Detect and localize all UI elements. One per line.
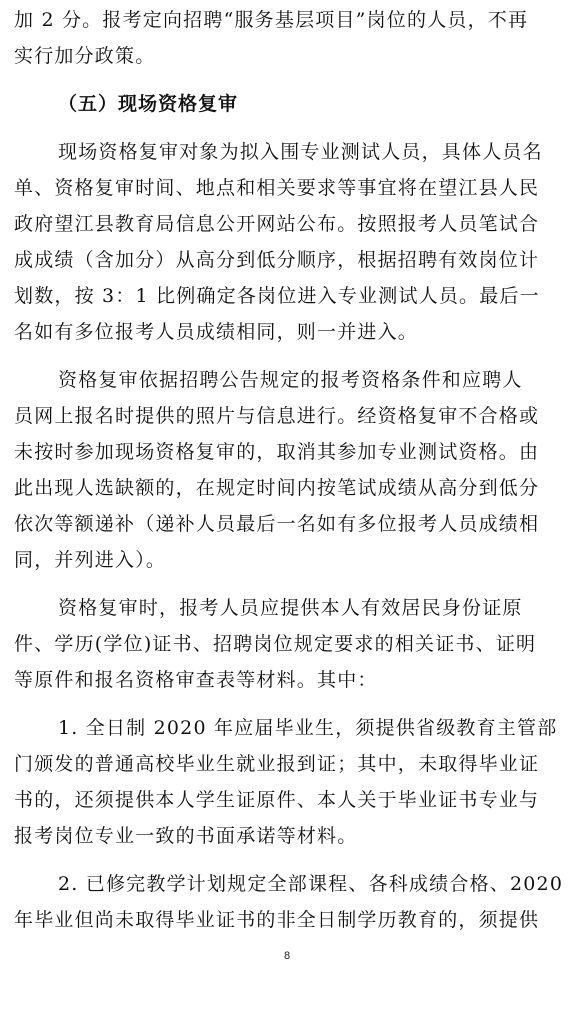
list-item-line: 1. 全日制 2020 年应届毕业生，须提供省级教育主管部	[58, 717, 558, 739]
list-item-line: 年毕业但尚未取得毕业证书的非全日制学历教育的，须提供	[14, 909, 540, 931]
paragraph-line: 名如有多位报考人员成绩相同，则一并进入。	[14, 321, 419, 343]
paragraph-line: 政府望江县教育局信息公开网站公布。按照报考人员笔试合	[14, 213, 540, 235]
paragraph-line: 现场资格复审对象为拟入围专业测试人员，具体人员名	[58, 141, 543, 163]
list-item-line: 书的，还须提供本人学生证原件、本人关于毕业证书专业与	[14, 789, 540, 811]
paragraph-line: 同，并列进入）。	[14, 549, 167, 571]
paragraph-line: 资格复审依据招聘公告规定的报考资格条件和应聘人	[58, 369, 523, 391]
list-item-line: 2. 已修完教学计划规定全部课程、各科成绩合格、2020	[58, 873, 564, 895]
list-item-line: 门颁发的普通高校毕业生就业报到证；其中，未取得毕业证	[14, 753, 540, 775]
paragraph-line: 划数，按 3：1 比例确定各岗位进入专业测试人员。最后一	[14, 285, 540, 307]
paragraph-line: 成成绩（含加分）从高分到低分顺序，根据招聘有效岗位计	[14, 249, 540, 271]
paragraph-line: 加 2 分。报考定向招聘“服务基层项目”岗位的人员，不再	[14, 9, 529, 31]
paragraph-line: 件、学历(学位)证书、招聘岗位规定要求的相关证书、证明	[14, 633, 537, 655]
paragraph-line: 资格复审时，报考人员应提供本人有效居民身份证原	[58, 597, 523, 619]
paragraph-line: 实行加分政策。	[14, 45, 156, 67]
paragraph-line: 等原件和报名资格审查表等材料。其中：	[14, 669, 378, 691]
list-item-line: 报考岗位专业一致的书面承诺等材料。	[14, 825, 358, 847]
paragraph-line: 依次等额递补（递补人员最后一名如有多位报考人员成绩相	[14, 513, 540, 535]
section-heading: （五）现场资格复审	[58, 93, 239, 115]
paragraph-line: 此出现人选缺额的，在规定时间内按笔试成绩从高分到低分	[14, 477, 540, 499]
page-number: 8	[283, 950, 291, 962]
paragraph-line: 单、资格复审时间、地点和相关要求等事宜将在望江县人民	[14, 177, 540, 199]
paragraph-line: 员网上报名时提供的照片与信息进行。经资格复审不合格或	[14, 405, 540, 427]
paragraph-line: 未按时参加现场资格复审的，取消其参加专业测试资格。由	[14, 441, 540, 463]
